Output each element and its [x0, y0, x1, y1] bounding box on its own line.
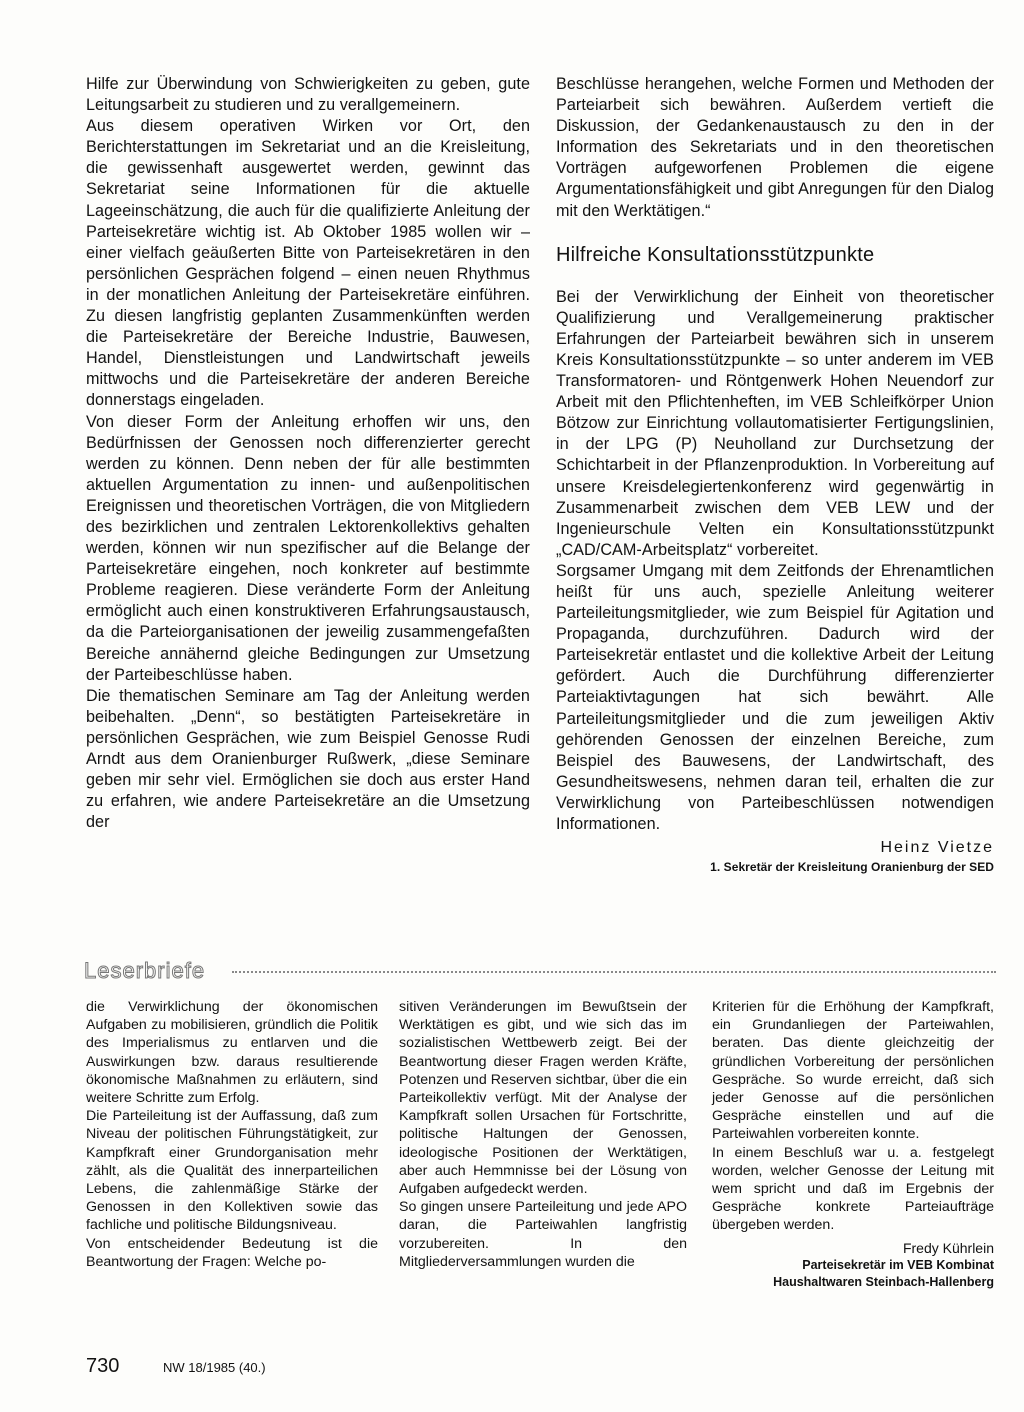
letters-column-2 [399, 998, 687, 1271]
paragraph: Hilfe zur Überwindung von Schwierigkeiten zu geben, gute Leitungsarbeit zu studieren und zu verallgemeinern. [86, 75, 530, 115]
paragraph: Kriterien für die Erhöhung der Kampfkraft, ein Grundanliegen der Parteiwahlen, beraten. Das diente gleichzeitig der gründlichen Vorbereitung der persönlichen Gespräche. So wurde erreicht, daß sich jeder Genosse auf die persönlichen Gespräche einstellen und auf die Parteiwahlen vorbereiten konnte. [712, 999, 994, 1143]
letters-column-1 [86, 998, 378, 1271]
paragraph: So gingen unsere Parteileitung und jede APO daran, die Parteiwahlen langfristig vorzubereiten. In den Mitgliederversammlungen wurden die [399, 1199, 687, 1270]
paragraph: Die Parteileitung ist der Auffassung, daß zum Niveau der politischen Führungstätigkeit, zur Kampfkraft einer Grundorganisation mehr zählt, als die Qualität des innerparteilichen Lebens, die zahlenmäßige Stärke der Genossen in den Kollektiven sowie das fachliche und politische Bildungsniveau. [86, 1108, 378, 1234]
article-column-left [86, 74, 530, 833]
letters-column-3 [712, 998, 994, 1291]
paragraph: In einem Beschluß war u. a. festgelegt worden, welcher Genosse der Leitung mit wem spricht und daß im Ergebnis der Gespräche konkrete Parteiaufträge übergeben werden. [712, 1144, 994, 1234]
page-number: 730 [86, 1355, 120, 1377]
author-signature: Heinz Vietze [880, 839, 994, 857]
letter-author-signature: Fredy Kührlein [902, 1239, 994, 1256]
paragraph: Beschlüsse herangehen, welche Formen und Methoden der Parteiarbeit sich bewähren. Außerdem vertieft die Diskussion, der Gedankenaustausch zu den in der Information des Sekretariats und in den theoretischen Vorträgen aufgeworfenen Problemen die eigene Argumentationsfähigkeit und gibt Anregungen für den Dialog mit den Werktätigen.“ [556, 75, 994, 220]
section-heading: Hilfreiche Konsultationsstützpunkte [556, 243, 875, 266]
letters-section-label: Leserbriefe [84, 958, 206, 983]
paragraph: Die thematischen Seminare am Tag der Anleitung werden beibehalten. „Denn“, so bestätigten Parteisekretäre in persönlichen Gesprächen, wie zum Beispiel Genosse Rudi Arndt aus dem Oranienburger Rußwerk, „diese Seminare geben mir sehr viel. Ermöglichen sie doch aus erster Hand zu erfahren, wie andere Parteisekretäre an die Umsetzung der [86, 686, 530, 832]
paragraph: Von dieser Form der Anleitung erhoffen wir uns, den Bedürfnissen der Genossen noch differenzierter gerecht werden zu können. Denn neben der für alle bestimmten aktuellen Argumentation zu innen- und außenpolitischen Ereignissen und theoretischen Vorträgen, die von Mitgliedern des bezirklichen und zentralen Lektorenkollektivs gehalten werden, können wir nun spezifischer auf die Belange der Parteisekretäre eingehen, noch konkreter auf bestimmte Probleme reagieren. Diese veränderte Form der Anleitung ermöglicht auch einen konstruktiveren Erfahrungsaustausch, da die Parteiorganisationen der jeweilig zusammengefaßten Bereiche annähernd gleiche Bedingungen zur Umsetzung der Parteibeschlüsse haben. [86, 412, 530, 684]
issue-label: NW 18/1985 (40.) [163, 1360, 266, 1375]
paragraph: Bei der Verwirklichung der Einheit von theoretischer Qualifizierung und Verallgemeinerung praktischer Erfahrungen der Parteiarbeit bewähren sich in unserem Kreis Konsultationsstützpunkte – so unter anderem im VEB Transformatoren- und Röntgenwerk Hohen Neuendorf zur Arbeit mit den Pflichtenheften, im VEB Schleifkörper Union Bötzow zur Einrichtung vollautomatisierter Fertigungslinien, in der LPG (P) Neuholland zur Durchsetzung der Schichtarbeit in der Pflanzenproduktion. In Vorbereitung auf unsere Kreisdelegiertenkonferenz wird gegenwärtig in Zusammenarbeit zwischen dem VEB LEW und der Ingenieurschule Velten ein Konsultationsstützpunkt „CAD/CAM-Arbeitsplatz“ vorbereitet. [556, 287, 994, 559]
paragraph: Aus diesem operativen Wirken vor Ort, den Berichterstattungen im Sekretariat und an die Kreisleitung, die gewissenhaft ausgewertet werden, gewinnt das Sekretariat seine Informationen für die aktuelle Lageeinschätzung, die auch für die qualifizierte Anleitung der Parteisekretäre wichtig ist. Ab Oktober 1985 wollen wir – einer vielfach geäußerten Bitte von Parteisekretären in den persönlichen Gesprächen folgend – einen neuen Rhythmus in der monatlichen Anleitung der Parteisekretäre einführen. Zu diesen langfristig geplanten Zusammenkünften werden die Parteisekretäre der Bereiche Industrie, Bauwesen, Handel, Dienstleistungen und Landwirtschaft jeweils mittwochs und die Parteisekretäre der anderen Bereiche donnerstags eingeladen. [86, 117, 530, 410]
letter-author-role: Parteisekretär im VEB Kombinat [802, 1257, 994, 1272]
paragraph: sitiven Veränderungen im Bewußtsein der Werktätigen es gibt, und wie sich das im sozialistischen Wettbewerb zeigt. Bei der Beantwortung dieser Fragen werden Kräfte, Potenzen und Reserven sichtbar, über die ein Parteikollektiv verfügt. Mit der Analyse der Kampfkraft sollen Ursachen für Fortschritte, politische Haltungen der Genossen, ideologische Positionen der Werktätigen, aber auch Hemmnisse bei der Lösung von Aufgaben aufgedeckt werden. [399, 999, 687, 1198]
letters-section-header [84, 958, 996, 988]
paragraph: Sorgsamer Umgang mit dem Zeitfonds der Ehrenamtlichen heißt für uns auch, spezielle Anleitung weiterer Parteileitungsmitglieder, wie zum Beispiel für Agitation und Propaganda, durchzuführen. Dadurch wird der Parteisekretär entlastet und die kollektive Arbeit der Leitung gefördert. Auch die Durchführung differenzierter Parteiaktivtagungen hat sich bewährt. Alle Parteileitungsmitglieder und die zum jeweiligen Aktiv gehörenden Genossen der einzelnen Bereiche, zum Beispiel des Bauwesens, der Landwirtschaft, des Gesundheitswesens, nehmen daran teil, erhalten die zur Verwirklichung von Parteibeschlüssen notwendigen Informationen. [556, 561, 994, 833]
paragraph: Von entscheidender Bedeutung ist die Beantwortung der Fragen: Welche po- [86, 1235, 378, 1270]
author-role: 1. Sekretär der Kreisleitung Oranienburg der SED [710, 860, 994, 875]
section-divider [232, 971, 996, 975]
letter-author-role: Haushaltwaren Steinbach-Hallenberg [773, 1274, 994, 1289]
article-column-right [556, 74, 994, 876]
paragraph: die Verwirklichung der ökonomischen Aufgaben zu mobilisieren, gründlich die Politik des Imperialismus zu entlarven und die Auswirkungen bzw. daraus resultierende ökonomische Maßnahmen zu erläutern, sind weitere Schritte zum Erfolg. [86, 999, 378, 1107]
